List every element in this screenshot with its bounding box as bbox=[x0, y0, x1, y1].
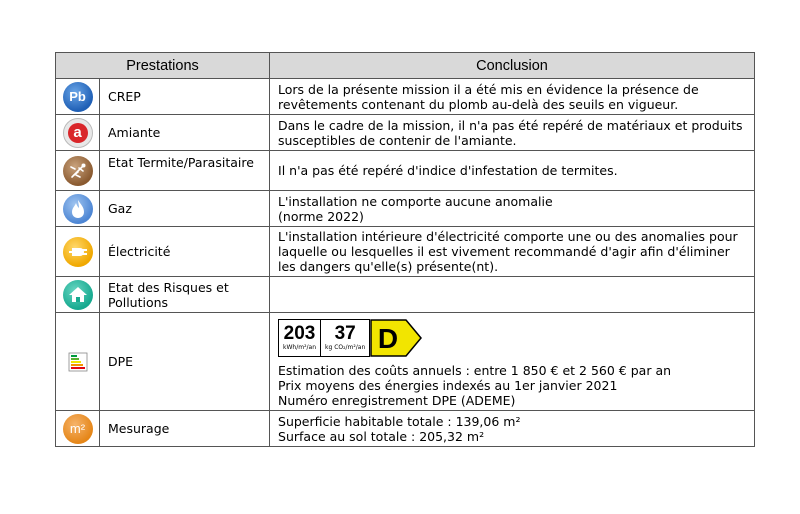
row-name: CREP bbox=[100, 79, 270, 115]
summary-table bbox=[55, 52, 755, 447]
row-name: Mesurage bbox=[100, 411, 270, 447]
dpe-energy-value: 203 bbox=[283, 323, 316, 344]
dpe-class-arrow bbox=[370, 319, 422, 357]
conclusion-line: Estimation des coûts annuels : entre 1 850 € et 2 560 € par an bbox=[278, 363, 672, 378]
row-conclusion: Lors de la présente mission il a été mis en évidence la présence de revêtements contenant du plomb au-delà des seuils en vigueur. bbox=[270, 79, 755, 115]
conclusion-line: Prix moyens des énergies indexés au 1er janvier 2021 bbox=[278, 378, 618, 393]
conclusion-line: (norme 2022) bbox=[278, 208, 364, 224]
house-risks-icon bbox=[63, 280, 93, 310]
header-conclusion: Conclusion bbox=[270, 53, 755, 79]
conclusion-line: Surface au sol totale : 205,32 m² bbox=[278, 428, 485, 444]
table-row bbox=[56, 79, 755, 115]
row-name: Etat Termite/Parasitaire bbox=[100, 151, 270, 191]
row-name: Etat des Risques et Pollutions bbox=[100, 277, 270, 313]
table-row bbox=[56, 151, 755, 191]
row-conclusion: Il n'a pas été repéré d'indice d'infestation de termites. bbox=[270, 151, 755, 191]
table-row bbox=[56, 191, 755, 227]
conclusion-line: Numéro enregistrement DPE (ADEME) bbox=[278, 393, 516, 408]
row-name: DPE bbox=[100, 313, 270, 411]
table-row bbox=[56, 115, 755, 151]
row-conclusion: Dans le cadre de la mission, il n'a pas été repéré de matériaux et produits susceptibles de contenir de l'amiante. bbox=[270, 115, 755, 151]
row-conclusion: L'installation intérieure d'électricité comporte une ou des anomalies pour laquelle ou lesquelles il est vivement recommandé d'agir afin d'éliminer les dangers qu'elle(s) présente(nt). bbox=[270, 227, 755, 277]
dpe-class-letter: D bbox=[378, 323, 399, 354]
row-name: Gaz bbox=[100, 191, 270, 227]
dpe-energy-unit: kWh/m²/an bbox=[283, 344, 316, 351]
termite-icon bbox=[63, 156, 93, 186]
table-row bbox=[56, 227, 755, 277]
conclusion-line: L'installation ne comporte aucune anomalie bbox=[278, 193, 553, 209]
row-name: Électricité bbox=[100, 227, 270, 277]
table-row bbox=[56, 313, 755, 411]
row-name: Amiante bbox=[100, 115, 270, 151]
m2-surface-icon: m² bbox=[63, 414, 93, 444]
table-row bbox=[56, 411, 755, 447]
row-conclusion bbox=[270, 277, 755, 313]
header-prestations: Prestations bbox=[56, 53, 270, 79]
pb-lead-icon: Pb bbox=[63, 82, 93, 112]
table-row bbox=[56, 277, 755, 313]
dpe-ghg-unit: kg CO₂/m²/an bbox=[325, 344, 366, 351]
dpe-ghg-value: 37 bbox=[334, 323, 356, 344]
energy-label-icon bbox=[63, 347, 93, 377]
gas-flame-icon bbox=[63, 194, 93, 224]
conclusion-line: Superficie habitable totale : 139,06 m² bbox=[278, 413, 521, 429]
table-header-row bbox=[56, 53, 755, 79]
dpe-label bbox=[278, 319, 746, 357]
electric-plug-icon bbox=[63, 237, 93, 267]
asbestos-icon: a bbox=[63, 118, 93, 148]
dpe-values-box bbox=[278, 319, 370, 357]
